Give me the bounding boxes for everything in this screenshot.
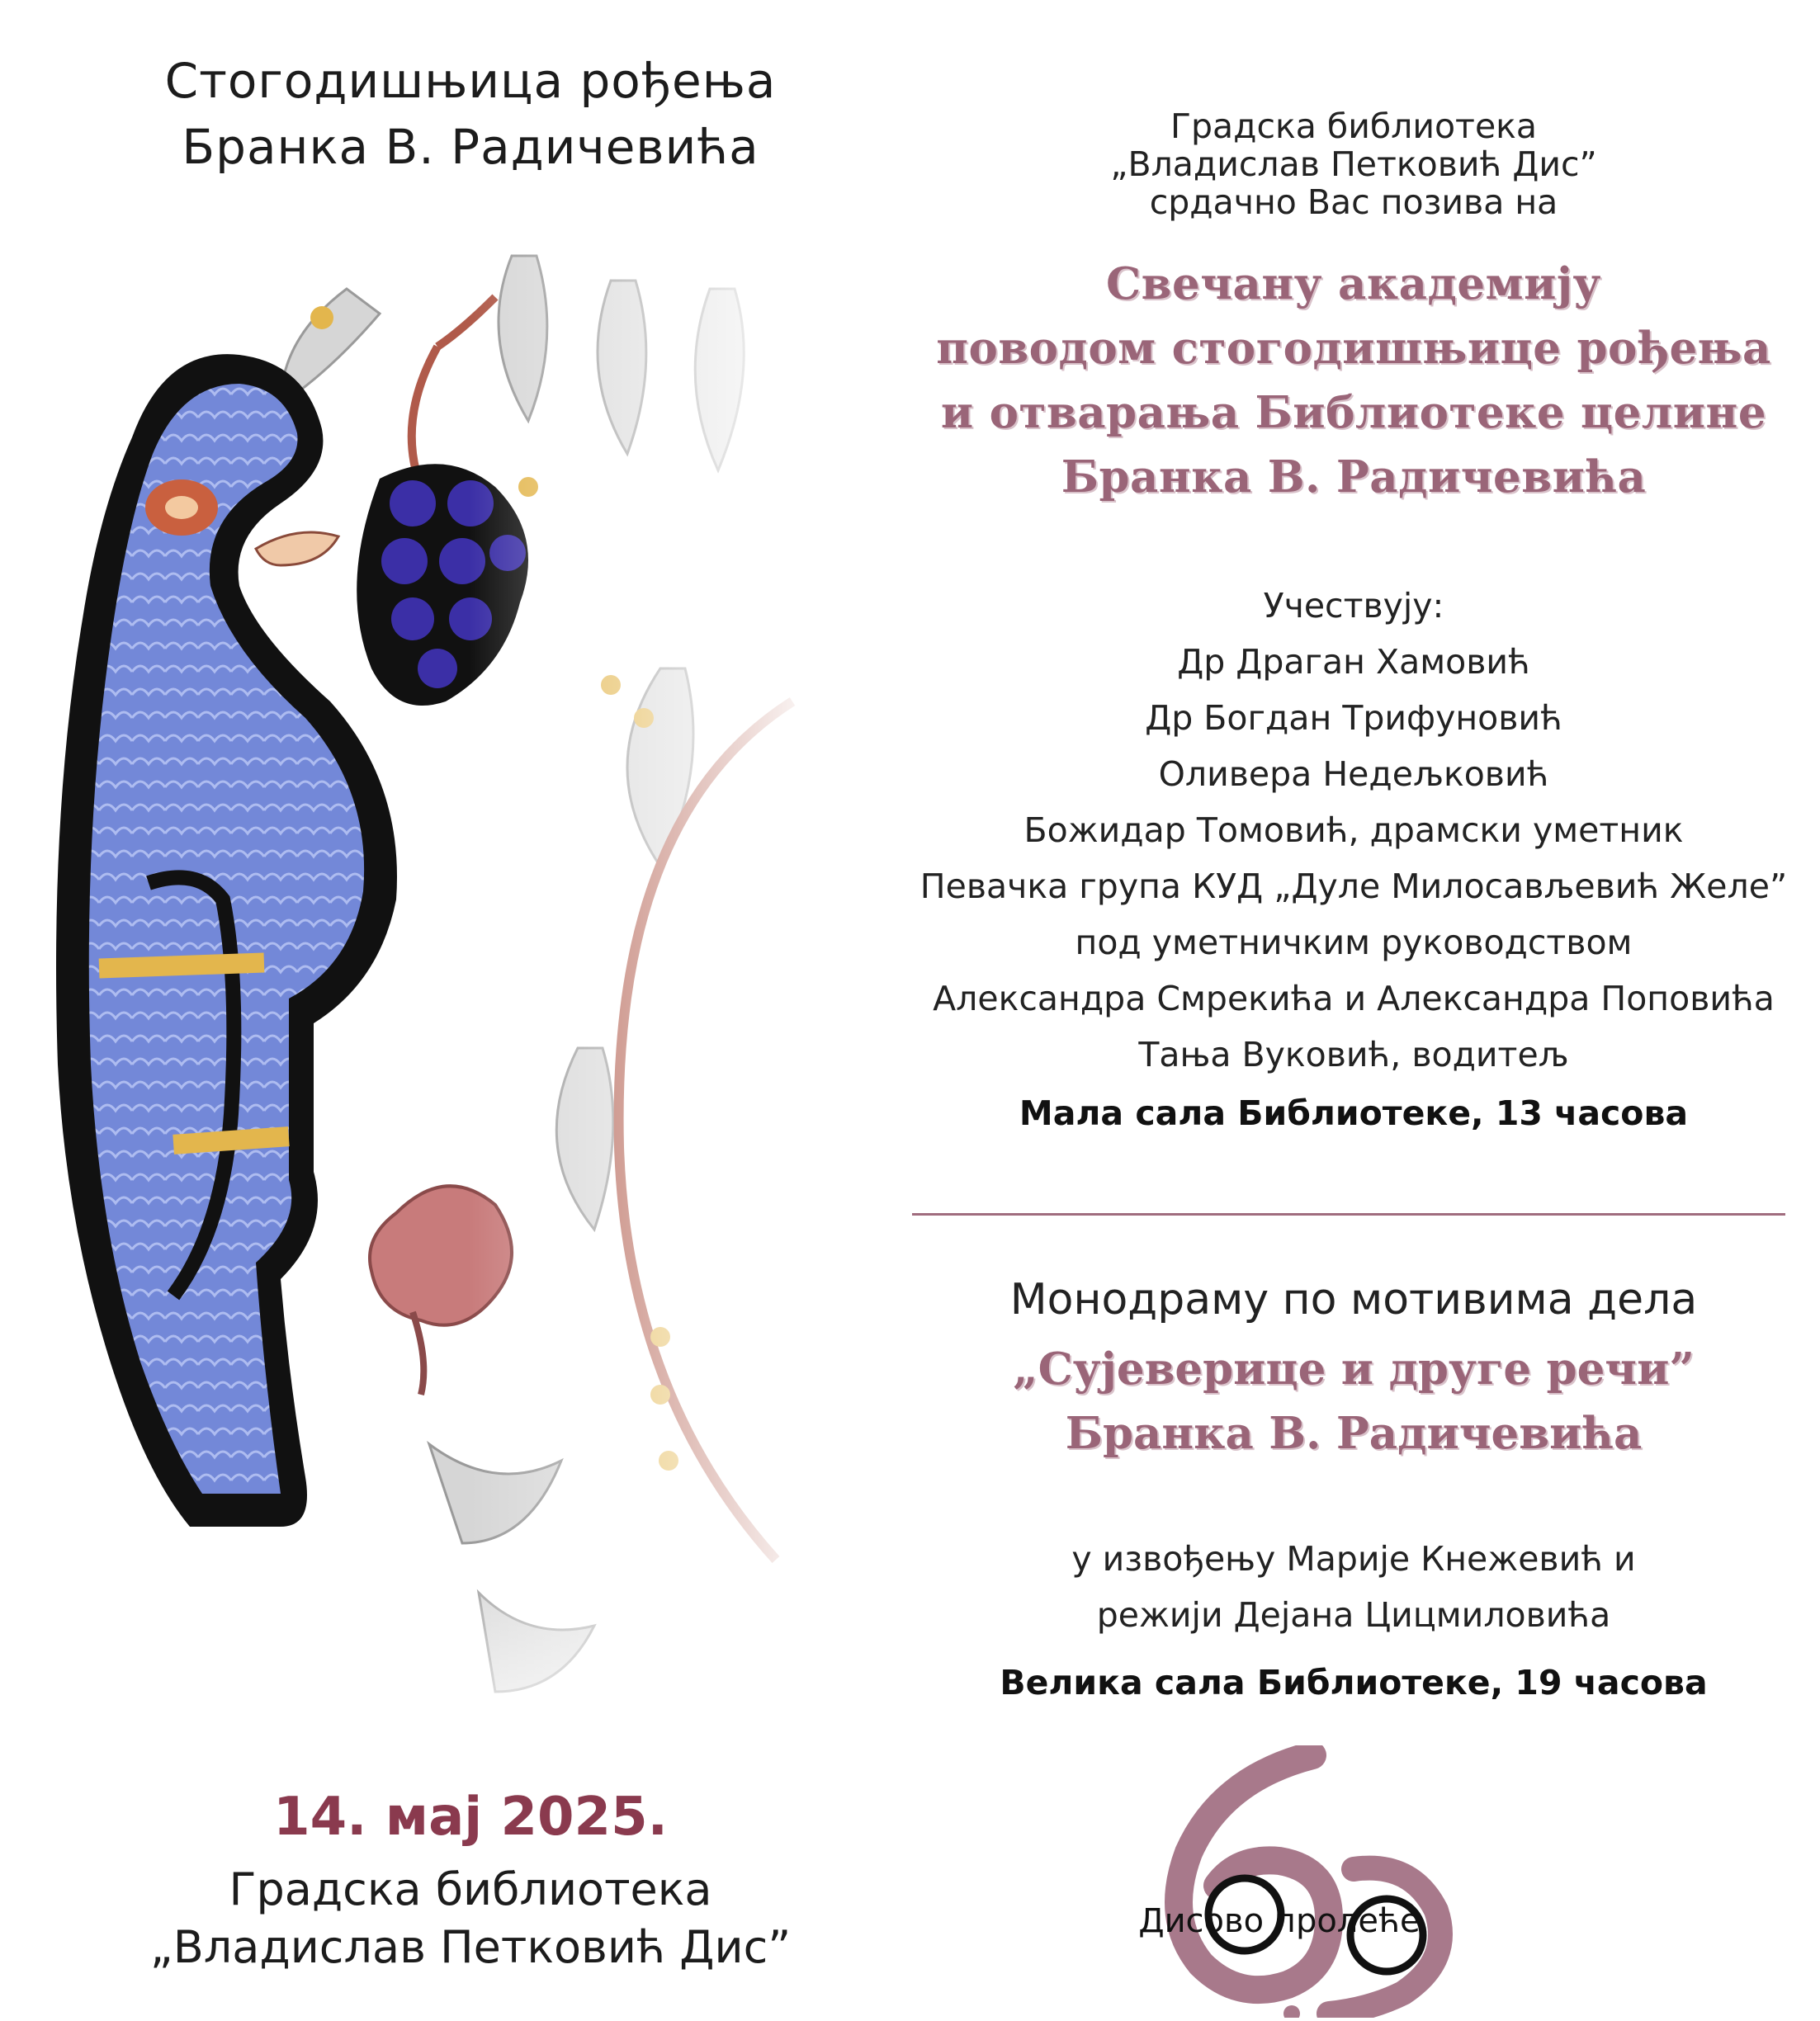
participant: Оливера Недељковић [1158,754,1549,794]
invitation-intro [891,107,1816,221]
participant: Др Богдан Трифуновић [1145,698,1562,738]
intro-line-3: срдачно Вас позива на [1149,182,1558,222]
logo-label: Дисово пролеће [1138,1902,1421,1940]
monodrama-title [891,1337,1816,1466]
left-library-line-2: „Владислав Петковић Дис” [149,1921,792,1973]
dis-spring-logo [1123,1745,1502,2018]
performance-line-2: режији Дејана Цицмиловића [1096,1595,1611,1635]
intro-line-2: „Владислав Петковић Дис” [1110,144,1597,184]
participant: Др Драган Хамовић [1177,642,1530,682]
monodrama-title-line-2: Бранка В. Радичевића [1065,1408,1643,1459]
participant: Певачка група КУД „Дуле Милосављевић Желе” [919,866,1788,906]
monodrama-lead: Монодраму по мотивима дела [1009,1275,1698,1325]
left-library-name [0,1861,941,1976]
participants-list [891,578,1816,1083]
illuminated-bird-illustration [33,239,825,1783]
headline-line-4: Бранка В. Радичевића [1061,451,1647,503]
sixty-logo-icon [1123,1745,1502,2018]
academy-headline [891,252,1816,509]
monodrama-title-line-1: „Сујеверице и друге речи” [1013,1343,1695,1395]
headline-line-2: поводом стогодишњице рођења [936,323,1771,374]
section-divider [912,1213,1785,1216]
headline-line-1: Свечану академију [1106,258,1601,309]
participant: Александра Смрекића и Александра Поповића [933,979,1775,1018]
venue-small-hall: Мала сала Библиотеке, 13 часова [1019,1093,1689,1133]
title-line-2: Бранка В. Радичевића [182,119,759,175]
participant: Божидар Томовић, драмски уметник [1023,810,1684,850]
bird-icon [33,239,825,1783]
event-date: 14. мај 2025. [273,1787,668,1848]
left-title [0,48,941,180]
performance-credits [891,1531,1816,1643]
intro-line-1: Градска библиотека [1170,106,1538,146]
headline-line-3: и отварања Библиотеке целине [940,387,1767,438]
participant: Тања Вуковић, водитељ [1138,1035,1569,1074]
participant: под уметничким руководством [1075,923,1633,962]
title-line-1: Стогодишњица рођења [164,53,777,109]
venue-large-hall: Велика сала Библиотеке, 19 часова [1000,1663,1708,1702]
participants-heading: Учествују: [1263,586,1444,626]
left-library-line-1: Градска библиотека [229,1863,712,1915]
performance-line-1: у извођењу Марије Кнежевић и [1071,1539,1636,1579]
